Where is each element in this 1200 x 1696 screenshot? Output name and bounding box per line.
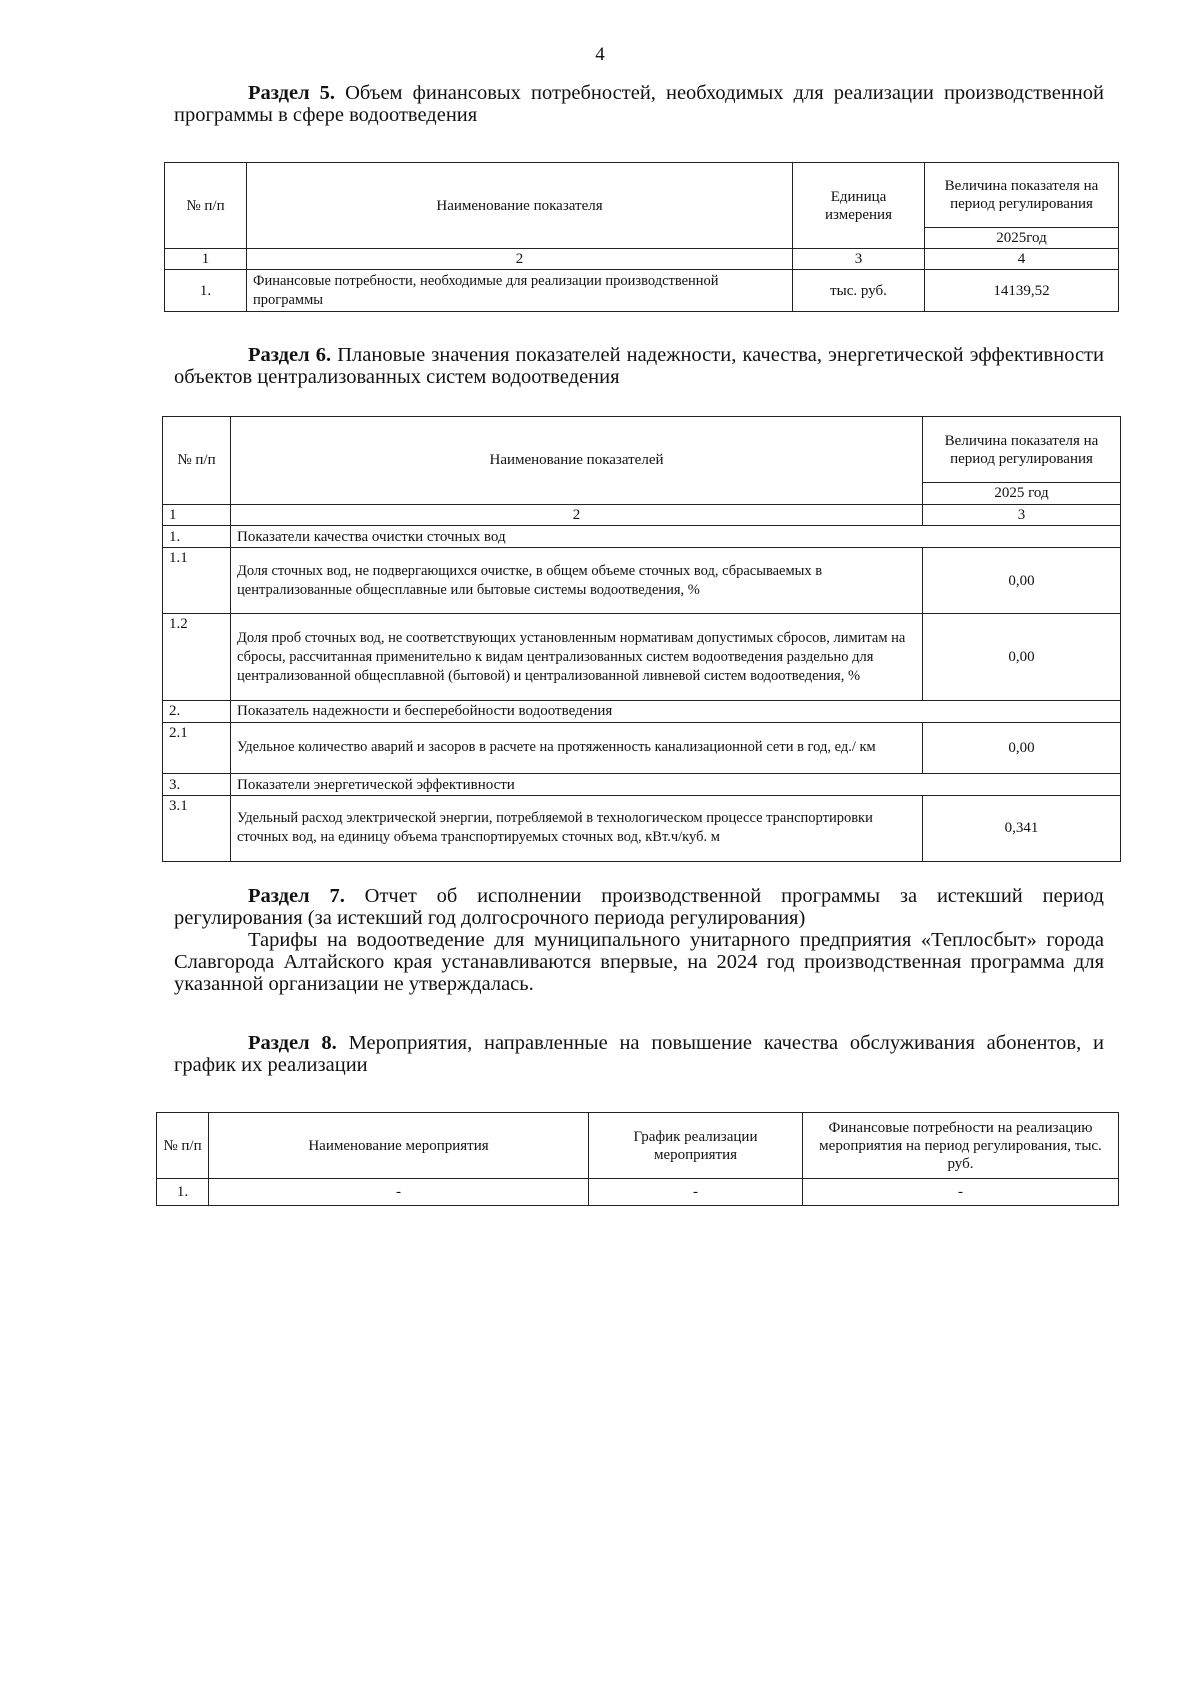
s5-index-cell: 3 [793,249,925,270]
section-7-body: Тарифы на водоотведение для муниципального унитарного предприятия «Теплосбыт» города Славгорода Алтайского края устанавливаются впервые, на 2024 год производственная программа для указанной организации не утверждалась. [174,929,1104,995]
group-title: Показатели энергетической эффективности [231,774,1121,796]
table-row [157,1179,1119,1206]
s6-col-num: № п/п [163,417,231,505]
s5-col-name: Наименование показателя [247,163,793,249]
table-row [163,795,1121,861]
group-row [163,700,1121,722]
s5-index-cell: 1 [165,249,247,270]
row-num: 1. [165,270,247,312]
table-row [163,614,1121,701]
section-7-heading [174,885,1104,929]
row-num: 1. [157,1179,209,1206]
row-num: 3.1 [163,795,231,861]
section-5-title: Раздел 5. [248,82,336,104]
row-name: - [209,1179,589,1206]
group-row [163,774,1121,796]
section-5-text: Объем финансовых потребностей, необходимых для реализации производственной программы в сфере водоотведения [174,82,1104,126]
row-num: 2.1 [163,722,231,774]
row-finance: - [803,1179,1119,1206]
s5-index-cell: 2 [247,249,793,270]
row-value: 0,341 [923,795,1121,861]
row-value: 0,00 [923,722,1121,774]
s8-col-finance: Финансовые потребности на реализацию мероприятия на период регулирования, тыс. руб. [803,1113,1119,1179]
group-title: Показатели качества очистки сточных вод [231,526,1121,548]
section-6-table [162,416,1121,862]
s6-col-value: Величина показателя на период регулирования [923,417,1121,483]
section-6-title: Раздел 6. [248,344,332,366]
s8-col-num: № п/п [157,1113,209,1179]
group-row [163,526,1121,548]
section-6-text: Плановые значения показателей надежности, качества, энергетической эффективности объектов централизованных систем водоотведения [174,344,1104,388]
group-num: 1. [163,526,231,548]
group-title: Показатель надежности и бесперебойности водоотведения [231,700,1121,722]
row-name: Удельный расход электрической энергии, потребляемой в технологическом процессе транспортировки сточных вод, на единицу объема транспортируемых сточных вод, кВт.ч/куб. м [231,795,923,861]
row-name: Доля сточных вод, не подвергающихся очистке, в общем объеме сточных вод, сбрасываемых в централизованные общесплавные или бытовые системы водоотведения, % [231,548,923,614]
group-num: 2. [163,700,231,722]
row-value: 0,00 [923,614,1121,701]
row-value: 0,00 [923,548,1121,614]
section-8-text: Мероприятия, направленные на повышение качества обслуживания абонентов, и график их реализации [174,1032,1104,1076]
s6-col-year: 2025 год [923,483,1121,505]
row-schedule: - [589,1179,803,1206]
s8-col-name: Наименование мероприятия [209,1113,589,1179]
row-name: Финансовые потребности, необходимые для реализации производственной программы [247,270,793,312]
s5-col-value: Величина показателя на период регулирования [925,163,1119,228]
s6-index-cell: 2 [231,504,923,526]
s5-col-num: № п/п [165,163,247,249]
s6-col-name: Наименование показателей [231,417,923,505]
row-name: Доля проб сточных вод, не соответствующих установленным нормативам допустимых сбросов, лимитам на сбросы, рассчитанная применительно к видам централизованных систем водоотведения раздельно для централизованной общесплавной (бытовой) и централизованной ливневой систем водоотведения, % [231,614,923,701]
table-row [165,270,1119,312]
section-6-heading [174,344,1104,388]
s5-col-unit: Единица измерения [793,163,925,249]
page-number: 4 [595,44,605,65]
s6-index-cell: 1 [163,504,231,526]
table-row [163,722,1121,774]
table-row [163,548,1121,614]
group-num: 3. [163,774,231,796]
s8-col-schedule: График реализации мероприятия [589,1113,803,1179]
row-num: 1.1 [163,548,231,614]
s5-col-year: 2025год [925,227,1119,248]
section-8-table [156,1112,1119,1206]
row-num: 1.2 [163,614,231,701]
row-name: Удельное количество аварий и засоров в расчете на протяженность канализационной сети в год, ед./ км [231,722,923,774]
section-8-title: Раздел 8. [248,1032,337,1054]
section-5-table [164,162,1119,312]
s6-index-cell: 3 [923,504,1121,526]
section-7-text: Отчет об исполнении производственной программы за истекший период регулирования (за истекший год долгосрочного периода регулирования) [174,885,1104,929]
row-unit: тыс. руб. [793,270,925,312]
s5-index-cell: 4 [925,249,1119,270]
section-7-title: Раздел 7. [248,885,345,907]
section-8-heading [174,1032,1104,1076]
row-value: 14139,52 [925,270,1119,312]
section-5-heading [174,82,1104,126]
